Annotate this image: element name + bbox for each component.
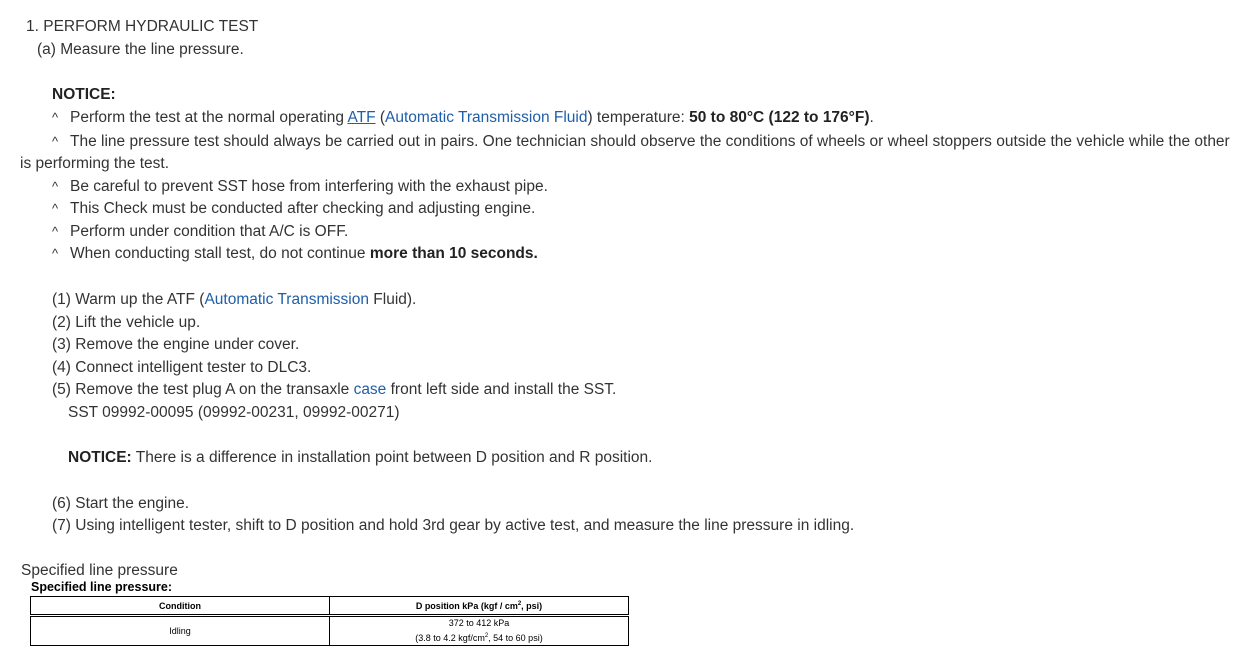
bullet-text: The line pressure test should always be carried out in pairs. One technician should observe the conditions of wheels or wheel stoppers outside the vehicle while the other is performing the test. xyxy=(20,133,1230,172)
sub-step-a: (a) Measure the line pressure. xyxy=(37,41,244,58)
cell-pressure: 372 to 412 kPa (3.8 to 4.2 kgf/$cm^2$, 54 to 60 psi) xyxy=(330,616,629,646)
section-heading: 1. PERFORM HYDRAULIC TEST xyxy=(26,18,259,35)
header-d-position: D position kPa ($kgf / cm^2$, psi) xyxy=(330,597,629,616)
caret-icon: ^ xyxy=(52,110,59,125)
notice-bullet-3 xyxy=(52,177,548,197)
notice-text: There is a difference in installation point between D position and R position. xyxy=(131,449,653,466)
step-2: (2) Lift the vehicle up. xyxy=(52,314,201,331)
caret-icon: ^ xyxy=(52,246,59,261)
bullet-text: Perform under condition that A/C is OFF. xyxy=(70,223,349,240)
bullet-text: When conducting stall test, do not continue xyxy=(70,245,370,262)
spec-caption: Specified line pressure xyxy=(21,562,178,579)
notice-bullet-1: ^ Perform the test at the normal operating ATF (Automatic Transmission Fluid) temperature: 50 to 80°C (122 to 176°F). xyxy=(52,109,874,126)
atf-link[interactable]: ATF xyxy=(347,109,376,126)
atf-definition-link[interactable]: Automatic Transmission Fluid xyxy=(385,109,588,126)
spec-table xyxy=(30,596,629,646)
table-row xyxy=(31,616,629,646)
caret-icon: ^ xyxy=(52,179,59,194)
step-5: (5) Remove the test plug A on the transaxle case front left side and install the SST. xyxy=(52,381,617,398)
bullet-text: Perform the test at the normal operating xyxy=(70,109,348,126)
caret-icon: ^ xyxy=(52,134,59,149)
notice-bullet-6 xyxy=(52,244,538,264)
step-1: (1) Warm up the ATF (Automatic Transmission Fluid). xyxy=(52,291,417,308)
case-link[interactable]: case xyxy=(353,381,387,398)
sst-number: SST 09992-00095 (09992-00231, 09992-00271) xyxy=(68,404,400,421)
notice-bullet-4 xyxy=(52,199,535,219)
cell-condition: Idling xyxy=(31,616,330,646)
notice-label: NOTICE: xyxy=(68,449,132,466)
table-header-row xyxy=(31,597,629,616)
step-4: (4) Connect intelligent tester to DLC3. xyxy=(52,359,312,376)
notice-bullet-5 xyxy=(52,222,348,242)
stall-limit: more than 10 seconds. xyxy=(369,245,538,262)
spec-image-title: Specified line pressure: xyxy=(31,580,173,594)
caret-icon: ^ xyxy=(52,201,59,216)
step-7: (7) Using intelligent tester, shift to D position and hold 3rd gear by active test, and measure the line pressure in idling. xyxy=(52,517,855,534)
caret-icon: ^ xyxy=(52,224,59,239)
notice-2 xyxy=(68,448,652,468)
step-3: (3) Remove the engine under cover. xyxy=(52,336,300,353)
automatic-transmission-link[interactable]: Automatic Transmission xyxy=(204,291,369,308)
bullet-text: Be careful to prevent SST hose from interfering with the exhaust pipe. xyxy=(70,178,548,195)
bullet-text: This Check must be conducted after checking and adjusting engine. xyxy=(70,200,536,217)
notice-bullet-2 xyxy=(20,131,1232,175)
notice-label: NOTICE: xyxy=(52,86,116,103)
temperature-value: 50 to 80°C (122 to 176°F) xyxy=(689,109,870,126)
header-condition: Condition xyxy=(31,597,330,616)
step-6: (6) Start the engine. xyxy=(52,495,189,512)
